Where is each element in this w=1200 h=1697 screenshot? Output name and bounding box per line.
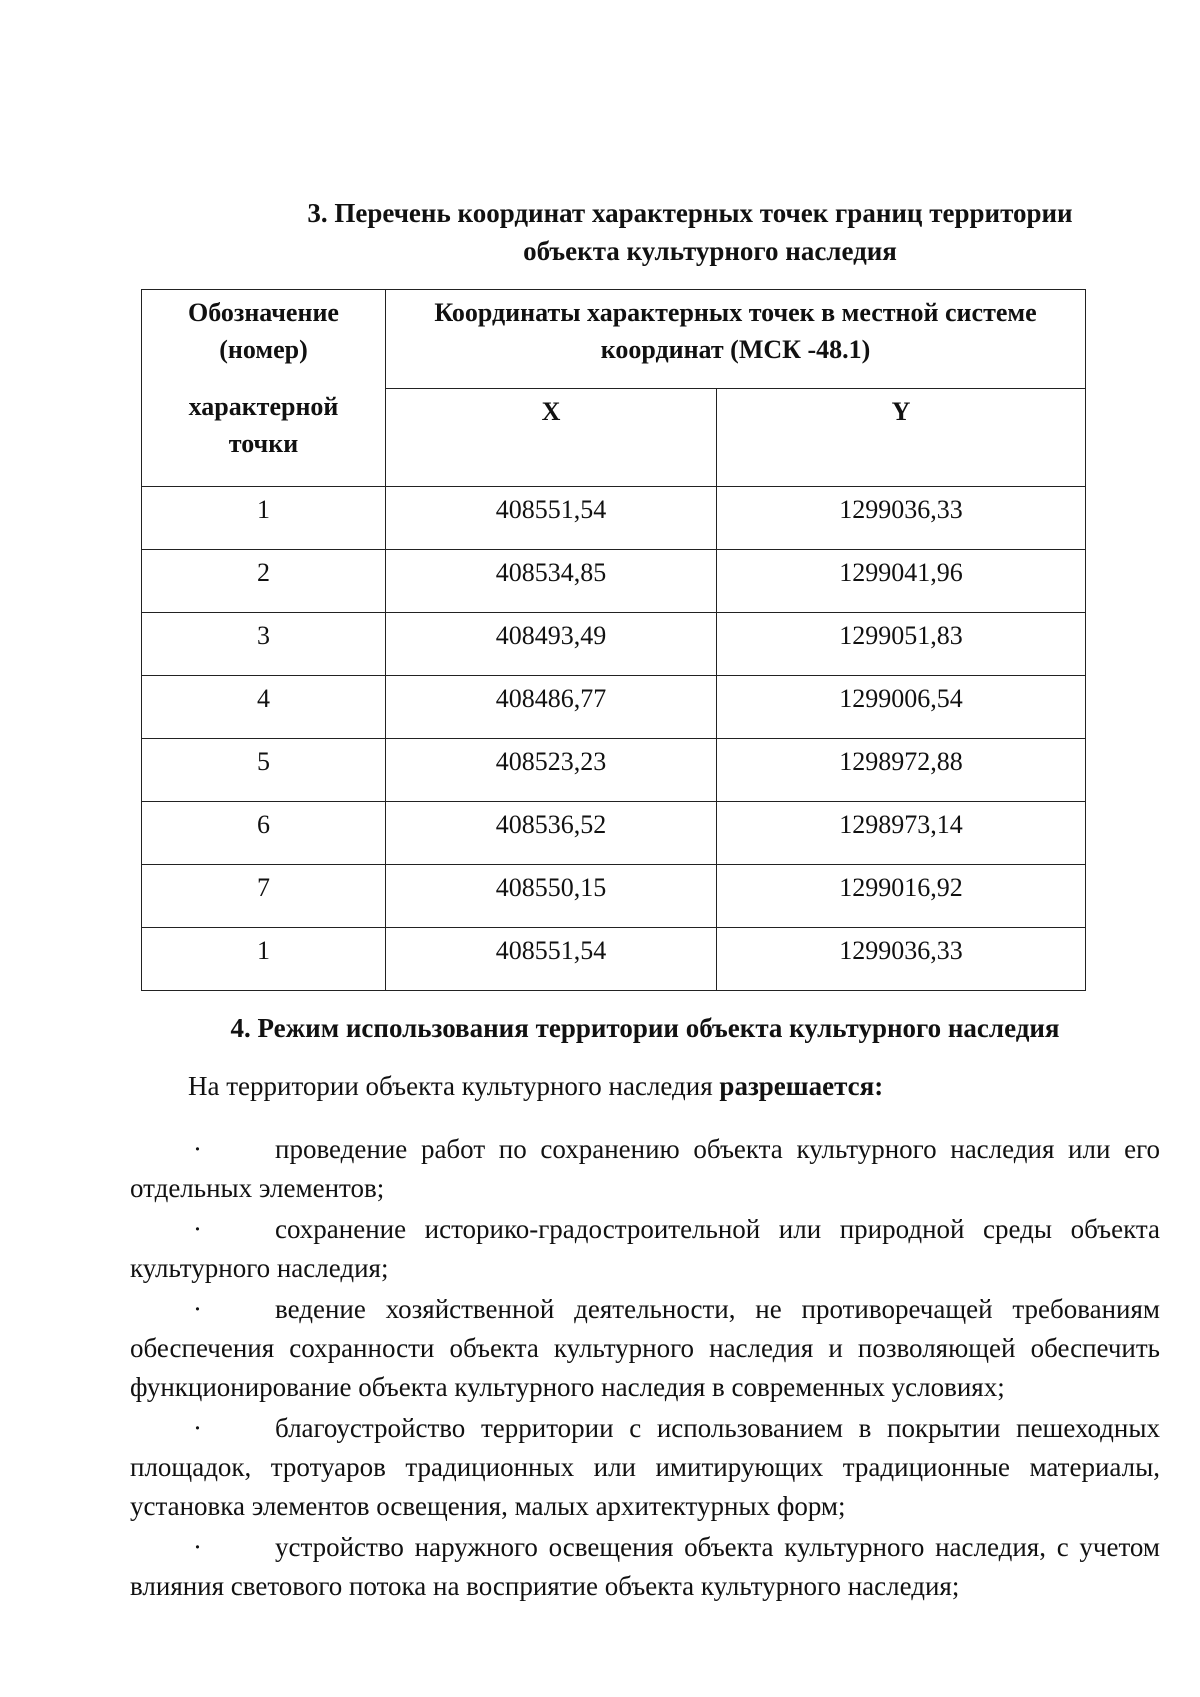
list-item-text: благоустройство территории с использованием в покрытии пешеходных площадок, тротуаров традиционных или имитирующих традиционные материалы, установка элементов освещения, малых архитектурных форм; [130, 1413, 1160, 1521]
list-item [130, 1290, 1160, 1407]
header-coordinates [386, 290, 1086, 389]
point-number: 7 [142, 865, 386, 928]
table-row [142, 550, 1086, 613]
bullet-icon: · [193, 1413, 202, 1443]
section-3-title-line2: объекта культурного наследия [523, 236, 897, 266]
table-row [142, 865, 1086, 928]
coord-y: 1299006,54 [717, 676, 1086, 739]
coordinates-table [141, 289, 1086, 991]
coord-y: 1298973,14 [717, 802, 1086, 865]
coord-y: 1299016,92 [717, 865, 1086, 928]
list-item-text: ведение хозяйственной деятельности, не противоречащей требованиям обеспечения сохранности объекта культурного наследия и позволяющей обеспечить функционирование объекта культурного наследия в современных условиях; [130, 1294, 1160, 1402]
coord-x: 408551,54 [386, 928, 717, 991]
header-designation [142, 290, 386, 487]
bullet-icon: · [193, 1532, 202, 1562]
list-item [130, 1528, 1160, 1606]
point-number: 3 [142, 613, 386, 676]
header-designation-line3: характерной [188, 392, 339, 421]
permission-intro [188, 1067, 883, 1105]
coord-x: 408523,23 [386, 739, 717, 802]
list-item [130, 1130, 1160, 1208]
bullet-icon: · [193, 1134, 202, 1164]
point-number: 6 [142, 802, 386, 865]
table-row [142, 802, 1086, 865]
header-coordinates-line1: Координаты характерных точек в местной системе [434, 298, 1037, 327]
coord-y: 1299036,33 [717, 487, 1086, 550]
header-y: Y [717, 389, 1086, 487]
list-item [130, 1210, 1160, 1288]
point-number: 1 [142, 928, 386, 991]
coord-x: 408534,85 [386, 550, 717, 613]
header-designation-line2: (номер) [219, 335, 308, 364]
coord-x: 408536,52 [386, 802, 717, 865]
permitted-activities-list [130, 1130, 1160, 1608]
header-designation-line4: точки [228, 429, 299, 458]
coord-x: 408551,54 [386, 487, 717, 550]
bullet-icon: · [193, 1214, 202, 1244]
header-coordinates-line2: координат (МСК -48.1) [600, 335, 871, 364]
header-x: X [386, 389, 717, 487]
table-row [142, 928, 1086, 991]
list-item-text: проведение работ по сохранению объекта культурного наследия или его отдельных элементов; [130, 1134, 1160, 1203]
section-3-title-line1: 3. Перечень координат характерных точек границ территории [307, 198, 1073, 228]
list-item [130, 1409, 1160, 1526]
section-4-title: 4. Режим использования территории объекта культурного наследия [230, 1013, 1060, 1043]
coord-x: 408550,15 [386, 865, 717, 928]
coord-x: 408486,77 [386, 676, 717, 739]
point-number: 1 [142, 487, 386, 550]
point-number: 5 [142, 739, 386, 802]
list-item-text: сохранение историко-градостроительной или природной среды объекта культурного наследия; [130, 1214, 1160, 1283]
coord-y: 1299051,83 [717, 613, 1086, 676]
table-row [142, 739, 1086, 802]
bullet-icon: · [193, 1294, 202, 1324]
header-designation-line1: Обозначение [188, 298, 339, 327]
intro-bold: разрешается: [719, 1071, 884, 1101]
coord-y: 1298972,88 [717, 739, 1086, 802]
table-row [142, 676, 1086, 739]
table-row [142, 487, 1086, 550]
list-item-text: устройство наружного освещения объекта культурного наследия, с учетом влияния светового потока на восприятие объекта культурного наследия; [130, 1532, 1160, 1601]
coord-y: 1299041,96 [717, 550, 1086, 613]
intro-text: На территории объекта культурного наследия [188, 1071, 720, 1101]
table-row [142, 613, 1086, 676]
coord-x: 408493,49 [386, 613, 717, 676]
point-number: 4 [142, 676, 386, 739]
coord-y: 1299036,33 [717, 928, 1086, 991]
section-3-title [230, 194, 1150, 270]
point-number: 2 [142, 550, 386, 613]
